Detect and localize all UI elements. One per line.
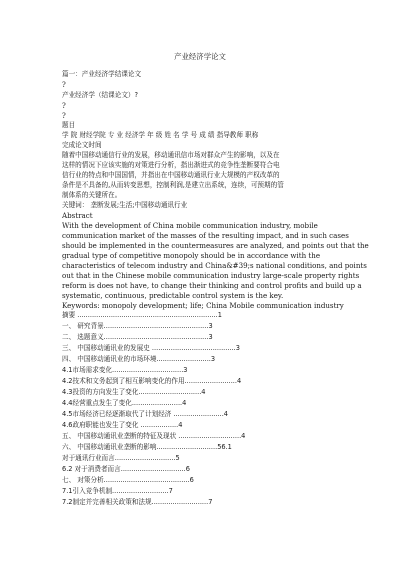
document-title: 产业经济学论文 xyxy=(174,52,226,61)
chinese-keywords: 关键词： 垄断发展;生活;中国移动通讯行业 xyxy=(62,201,188,209)
placeholder-mark: ? xyxy=(62,101,66,110)
toc-entry: 三、 中国移动通讯业的发展史 ........................................3 xyxy=(62,344,240,352)
toc-entry: 7.2制定并完善相关政策和法规...........................7 xyxy=(62,498,213,506)
toc-entry: 4.6政府职能也发生了变化 ..................4 xyxy=(62,421,183,429)
english-abstract-line: should be implemented in the countermeasures are analyzed, and points out that the xyxy=(62,241,369,250)
toc-entry: 摘要 ...................................................................1 xyxy=(62,311,222,319)
paper-subtitle: 产业经济学（结课论文）? xyxy=(62,91,139,99)
toc-entry: 一、 研究背景..................................................3 xyxy=(62,322,213,330)
english-abstract-line: systematic, continuous, predictable control system is the key. xyxy=(62,291,284,300)
placeholder-mark: ? xyxy=(62,111,66,120)
toc-entry: 4.2技术和文务起到了相互影响变化的作用.........................4 xyxy=(62,377,242,385)
toc-entry: 四、 中国移动通讯业的市场环境..........................3 xyxy=(62,355,216,363)
chinese-abstract-line: 制体系的关键所在。 xyxy=(62,191,122,199)
abstract-label: Abstract xyxy=(62,211,93,220)
placeholder-mark: ? xyxy=(62,80,66,89)
topic-label: 题目 xyxy=(62,121,76,129)
english-abstract-line: out that in the Chinese mobile communication industry large-scale property rights xyxy=(62,271,360,280)
chinese-abstract-line: 信行业的特点和中国国情，并指出在中国移动通讯行业大规模的产权改革的 xyxy=(62,171,280,179)
toc-entry: 六、 中国移动通讯业垄断的影响.............................56.1 xyxy=(62,443,232,451)
toc-entry: 4.4经营重点发生了变化........................4 xyxy=(62,399,187,407)
completion-date-label: 完成论文时间 xyxy=(62,141,102,149)
toc-entry: 二、 选题意义..................................................3 xyxy=(62,333,213,341)
student-info-line: 学 院 财经学院 专 业 经济学 年 级 姓 名 学 号 成 绩 指导教师 职称 xyxy=(62,131,259,139)
toc-entry: 对于通讯行业而言.............................5 xyxy=(62,454,180,462)
english-abstract-line: communication market of the masses of the resulting impact, and in such cases xyxy=(62,231,349,240)
english-abstract-line: characteristics of telecom industry and China&#39;s national conditions, and points xyxy=(62,261,367,270)
toc-entry: 七、 对策分析.........................................6 xyxy=(62,476,194,484)
chinese-abstract-line: 随着中国移动通信行业的发展，移动通讯信市场对群众产生的影响，以及在 xyxy=(62,151,280,159)
toc-entry: 6.2 对于消费者而言...............................6 xyxy=(62,465,190,473)
english-keywords: Keywords: monopoly development; life; China Mobile communication industry xyxy=(62,301,344,310)
toc-entry: 4.5市场经济已经逐渐取代了计划经济 ........................4 xyxy=(62,410,228,418)
english-abstract-line: With the development of China mobile communication industry, mobile xyxy=(62,221,318,230)
toc-entry: 五、 中国移动通讯业垄断的特征及现状 ..............................4 xyxy=(62,432,246,440)
english-abstract-line: gradual type of competitive monopoly should be in accordance with the xyxy=(62,251,321,260)
toc-entry: 4.1市场需求变化..................................3 xyxy=(62,366,188,374)
chinese-abstract-line: 这样的情况下应该实施的对策进行分析，指出渐进式的竞争性垄断要符合电 xyxy=(62,161,280,169)
chapter-heading: 篇一：产业经济学结课论文 xyxy=(62,70,142,78)
toc-entry: 4.3投资的方向发生了变化..............................4 xyxy=(62,388,206,396)
english-abstract-line: reform is does not have, to change their thinking and control profits and build up a xyxy=(62,281,362,290)
chinese-abstract-line: 条件是不具备的,从而转变思想，控制利润,是建立出系统，连续，可预期的管 xyxy=(62,181,284,189)
toc-entry: 7.1引入竞争机制...........................7 xyxy=(62,487,173,495)
